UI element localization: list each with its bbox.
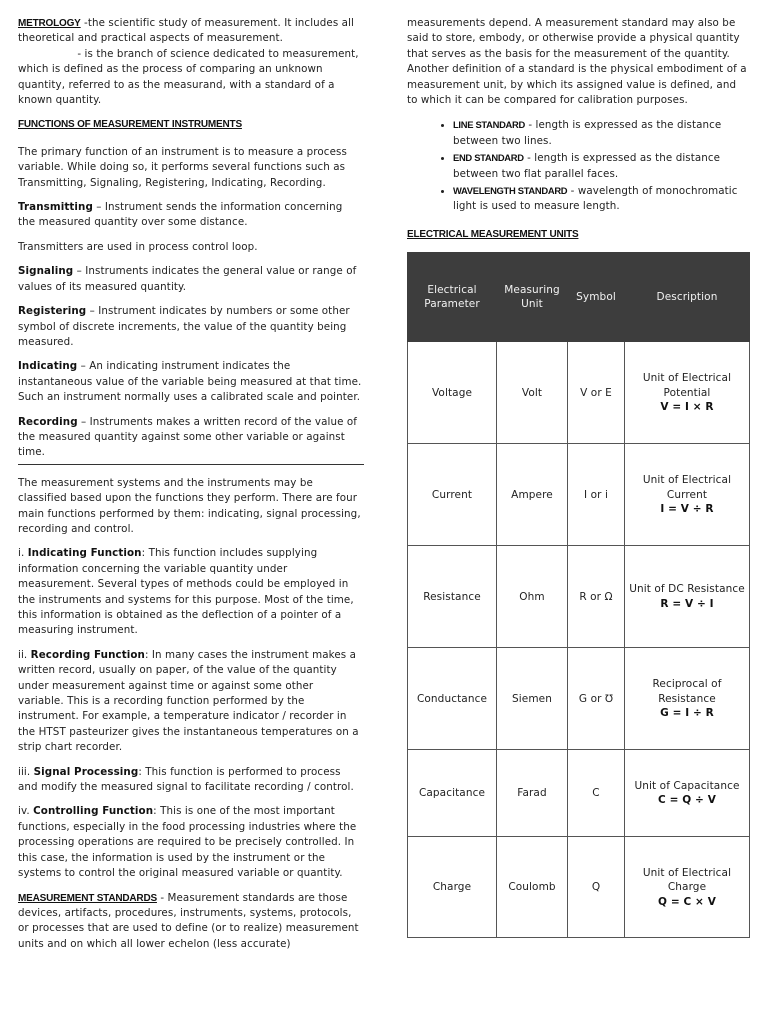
desc-text: Unit of Capacitance <box>634 779 740 792</box>
registering-term: Registering <box>18 305 87 318</box>
f4-def: : This is one of the most important functions, especially in the food processing industries where the processing operations are required to be precisely controlled. In this case, the information is used by the instrument or the systems to control the original measured variable or quantity. <box>18 805 357 880</box>
measurement-standards-para <box>18 891 362 953</box>
cell-symbol: R or Ω <box>568 546 625 648</box>
cell-symbol: G or ℧ <box>568 648 625 750</box>
cell-description <box>625 750 750 837</box>
cell-parameter: Conductance <box>408 648 497 750</box>
cell-description <box>625 648 750 750</box>
registering-def: – Instrument indicates by numbers or some other symbol of discrete increments, the value of the quantity being measured. <box>18 305 350 348</box>
indicating-term: Indicating <box>18 360 78 373</box>
line-standard-def: - length is expressed as the distance between two lines. <box>453 119 722 147</box>
transmitters-note: Transmitters are used in process control loop. <box>18 240 258 253</box>
list-item <box>453 150 749 182</box>
formula-text: C = Q ÷ V <box>658 794 716 807</box>
standards-list <box>407 117 749 214</box>
formula-text: I = V ÷ R <box>660 503 714 516</box>
header-symbol: Symbol <box>568 253 625 342</box>
primary-function-para: The primary function of an instrument is to measure a process variable. While doing so, it performs several functions such as Transmitting, Signaling, Registering, Indicating, Recording. <box>18 145 347 189</box>
f1-term: Indicating Function <box>27 547 142 560</box>
cell-parameter: Capacitance <box>408 750 497 837</box>
transmitting-def: – Instrument sends the information concerning the measured quantity over some distance. <box>18 201 343 229</box>
header-unit: Measuring Unit <box>497 253 568 342</box>
standards-def: - Measurement standards are those devices, artifacts, procedures, instruments, systems, protocols, or processes that are used to define (or to realize) measurement units and on which all lower echelon (less accurate) <box>18 891 359 950</box>
f3-def: : This function is performed to process and modify the measured signal to facilitate recording / control. <box>18 765 354 794</box>
table-row <box>408 444 750 546</box>
wavelength-standard-def: - wavelength of monochromatic light is used to measure length. <box>453 185 738 213</box>
end-standard-def: - length is expressed as the distance between two flat parallel faces. <box>453 152 721 180</box>
desc-text: Unit of Electrical Potential <box>642 372 732 399</box>
list-item <box>453 117 749 149</box>
signaling-para <box>18 264 362 295</box>
table-row <box>408 546 750 648</box>
table-row <box>408 648 750 750</box>
end-standard-term: END STANDARD <box>453 152 524 164</box>
left-column <box>18 16 362 961</box>
metrology-def-2: - is the branch of science dedicated to measurement, which is defined as the process of comparing an unknown quantity, referred to as the measurand, with a standard of a known quantity. <box>18 47 359 107</box>
f1-def: : This function includes supplying information concerning the variable quantity under measurement. Several types of methods could be employed in the instruments and systems for this purpose. Most of the time, this information is obtained as the deflection of a pointer of a measuring instrument. <box>18 547 354 637</box>
recording-term: Recording <box>18 415 78 428</box>
cell-parameter: Resistance <box>408 546 497 648</box>
cell-symbol: V or E <box>568 342 625 444</box>
cell-unit: Siemen <box>497 648 568 750</box>
signaling-def: – Instruments indicates the general value or range of values of its measured quantity. <box>18 265 357 293</box>
electrical-units-table <box>407 252 750 938</box>
cell-symbol: C <box>568 750 625 837</box>
header-description: Description <box>625 253 750 342</box>
signaling-term: Signaling <box>18 265 74 278</box>
line-standard-term: LINE STANDARD <box>453 119 525 131</box>
metrology-def: -the scientific study of measurement. It includes all theoretical and practical aspects of measurement. <box>18 17 355 45</box>
indicating-function-para <box>18 546 362 638</box>
cell-parameter: Charge <box>408 837 497 938</box>
transmitting-term: Transmitting <box>18 201 93 214</box>
recording-def: – Instruments makes a written record of the value of the measured quantity against some other variable or against time. <box>18 415 358 459</box>
functions-heading <box>18 117 362 132</box>
cell-parameter: Current <box>408 444 497 546</box>
f4-num: iv. <box>18 805 34 818</box>
formula-text: R = V ÷ I <box>660 597 714 610</box>
table-header-row <box>408 253 750 342</box>
desc-text: Unit of Electrical Charge <box>642 866 732 894</box>
transmitting-para <box>18 200 362 231</box>
cell-description <box>625 342 750 444</box>
cell-symbol: Q <box>568 837 625 938</box>
section-divider <box>18 464 364 465</box>
table-row <box>408 342 750 444</box>
cell-unit: Volt <box>497 342 568 444</box>
right-column <box>407 16 749 938</box>
indicating-def: – An indicating instrument indicates the instantaneous value of the variable being measured at that time. Such an instrument normally uses a calibrated scale and pointer. <box>18 360 362 404</box>
recording-para <box>18 415 362 461</box>
f4-term: Controlling Function <box>33 805 154 818</box>
metrology-term: METROLOGY <box>18 18 81 29</box>
cell-symbol: I or i <box>568 444 625 546</box>
functions-heading-text: FUNCTIONS OF MEASUREMENT INSTRUMENTS <box>18 119 242 131</box>
formula-text: V = I × R <box>660 401 714 414</box>
cell-unit: Farad <box>497 750 568 837</box>
cell-description <box>625 837 750 938</box>
f2-term: Recording Function <box>30 648 145 661</box>
desc-text: Unit of Electrical Current <box>642 474 732 501</box>
header-parameter: Electrical Parameter <box>408 253 497 342</box>
table-row <box>408 750 750 837</box>
systems-para: The measurement systems and the instruments may be classified based upon the functions they perform. There are four main functions performed by them: indicating, signal processing, recording and control. <box>18 476 361 535</box>
f1-num: i. <box>18 547 28 560</box>
desc-text: Reciprocal of Resistance <box>652 678 722 705</box>
list-item <box>453 183 749 215</box>
cell-description <box>625 444 750 546</box>
standards-continued-para: measurements depend. A measurement standard may also be said to store, embody, or otherwise provide a physical quantity that serves as the basis for the measurement of the quantity. Another definition of a standard is the physical embodiment of a measurement unit, by which its assigned value is defined, and to which it can be compared for calibration purposes. <box>407 17 747 107</box>
signal-processing-para <box>18 765 362 796</box>
controlling-function-para <box>18 804 362 881</box>
desc-text: Unit of DC Resistance <box>629 583 745 596</box>
registering-para <box>18 304 362 350</box>
indicating-para <box>18 359 362 405</box>
cell-parameter: Voltage <box>408 342 497 444</box>
cell-unit: Ampere <box>497 444 568 546</box>
f3-num: iii. <box>18 765 34 778</box>
metrology-definition <box>18 16 362 108</box>
units-heading <box>407 227 749 242</box>
formula-text: G = I ÷ R <box>660 707 714 720</box>
f2-def: : In many cases the instrument makes a written record, usually on paper, of the value of the quantity under measurement against time or against some other variable. This is a recording function performed by the instrument. For example, a temperature indicator / recorder in the HTST pasteurizer gives the instantaneous temperatures on a strip chart recorder. <box>18 648 359 754</box>
f3-term: Signal Processing <box>33 765 139 778</box>
f2-num: ii. <box>18 648 31 661</box>
recording-function-para <box>18 648 362 756</box>
standards-term: MEASUREMENT STANDARDS <box>18 892 157 904</box>
units-heading-text: ELECTRICAL MEASUREMENT UNITS <box>407 228 579 240</box>
cell-description <box>625 546 750 648</box>
cell-unit: Ohm <box>497 546 568 648</box>
formula-text: Q = C × V <box>658 895 716 908</box>
cell-unit: Coulomb <box>497 837 568 938</box>
table-row <box>408 837 750 938</box>
wavelength-standard-term: WAVELENGTH STANDARD <box>453 185 568 197</box>
